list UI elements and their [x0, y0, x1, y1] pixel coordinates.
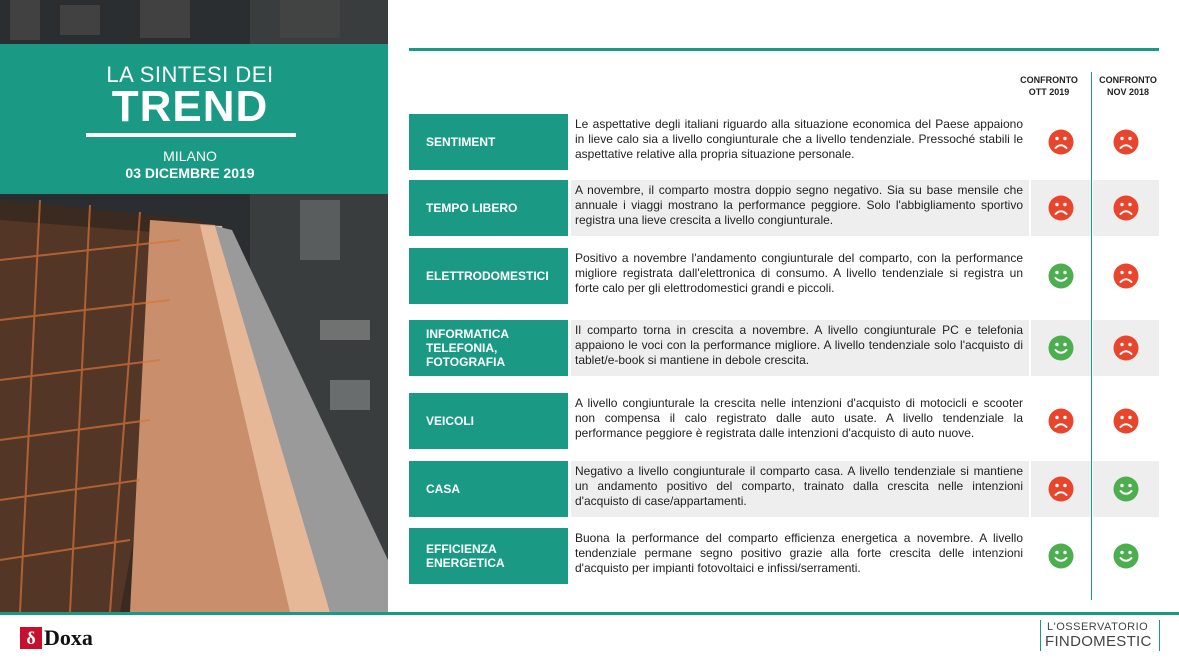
doxa-mark-icon: δ — [20, 627, 42, 649]
sad-face-icon — [1048, 408, 1074, 434]
status-ott-2019 — [1031, 461, 1091, 517]
title-panel — [0, 44, 388, 194]
sad-face-icon — [1113, 263, 1139, 289]
status-ott-2019 — [1031, 528, 1091, 584]
date-label: 03 DICEMBRE 2019 — [125, 165, 255, 181]
doxa-logo — [20, 626, 93, 650]
status-nov-2018 — [1093, 248, 1159, 304]
category-description: A livello congiunturale la crescita nelle intenzioni d'acquisto di motocicli e scooter non compensa il calo registrato dalle auto usate. A livello tendenziale la performance peggiore è registrata dalle intenzioni d'acquisto di auto nuove. — [575, 396, 1023, 440]
doxa-wordmark: Doxa — [44, 625, 93, 650]
trend-row — [409, 248, 1159, 304]
status-nov-2018 — [1093, 180, 1159, 236]
title-line-1: LA SINTESI DEI — [106, 62, 274, 87]
category-description: Le aspettative degli italiani riguardo alla situazione economica del Paese appaiono in lieve calo sia a livello congiunturale che a livello tendenziale. Pressoché stabili le aspettative relative alla propria situazione personale. — [575, 117, 1023, 161]
trend-row — [409, 461, 1159, 517]
sad-face-icon — [1113, 408, 1139, 434]
column-header-nov-2018: CONFRONTO NOV 2018 — [1099, 75, 1157, 97]
category-description: Buona la performance del comparto efficienza energetica a novembre. A livello tendenziale permane segno positivo grazie alla forte crescita delle intenzioni d'acquisto per impianti fotovoltaici e infissi/serramenti. — [575, 531, 1023, 575]
trend-row — [409, 528, 1159, 584]
sad-face-icon — [1113, 195, 1139, 221]
status-nov-2018 — [1093, 393, 1159, 449]
status-ott-2019 — [1031, 393, 1091, 449]
findomestic-logo — [1040, 620, 1160, 651]
category-label: SENTIMENT — [409, 114, 568, 170]
sad-face-icon — [1048, 195, 1074, 221]
trend-row — [409, 320, 1159, 376]
status-nov-2018 — [1093, 320, 1159, 376]
status-nov-2018 — [1093, 114, 1159, 170]
status-ott-2019 — [1031, 320, 1091, 376]
sad-face-icon — [1048, 476, 1074, 502]
sad-face-icon — [1048, 129, 1074, 155]
category-description: Positivo a novembre l'andamento congiunturale del comparto, con la performance migliore registrata dall'elettronica di consumo. A livello tendenziale si registra un forte calo per gli elettrodomestici grandi e piccoli. — [575, 251, 1023, 295]
status-nov-2018 — [1093, 528, 1159, 584]
status-nov-2018 — [1093, 461, 1159, 517]
city-label: MILANO — [163, 148, 217, 164]
category-label: VEICOLI — [409, 393, 568, 449]
trend-row — [409, 393, 1159, 449]
category-label: EFFICIENZA ENERGETICA — [409, 528, 568, 584]
category-description: Negativo a livello congiunturale il comparto casa. A livello tendenziale si mantiene un andamento positivo del comparto, trainato dalla crescita nelle intenzioni d'acquisto di case/appartamenti. — [571, 461, 1029, 517]
status-ott-2019 — [1031, 114, 1091, 170]
brand-line-1: L'OSSERVATORIO — [1047, 621, 1149, 633]
trend-row — [409, 114, 1159, 170]
top-divider — [409, 48, 1159, 51]
status-ott-2019 — [1031, 180, 1091, 236]
happy-face-icon — [1113, 476, 1139, 502]
sad-face-icon — [1113, 129, 1139, 155]
title-underline — [86, 133, 296, 137]
column-header-ott-2019: CONFRONTO OTT 2019 — [1020, 75, 1078, 97]
category-label: CASA — [409, 461, 568, 517]
category-label: INFORMATICA TELEFONIA, FOTOGRAFIA — [409, 320, 568, 376]
category-description: Il comparto torna in crescita a novembre. A livello congiunturale PC e telefonia appaiono le voci con la performance migliore. A livello tendenziale solo l'acquisto di tablet/e-book si mantiene in debole crescita. — [571, 320, 1029, 376]
category-label: TEMPO LIBERO — [409, 180, 568, 236]
brand-line-2: FINDOMESTIC — [1045, 633, 1152, 650]
sad-face-icon — [1113, 335, 1139, 361]
category-label: ELETTRODOMESTICI — [409, 248, 568, 304]
category-description: A novembre, il comparto mostra doppio segno negativo. Sia su base mensile che annuale i viaggi mostrano la performance peggiore. Solo l'abbigliamento sportivo registra una lieve crescita a livello congiunturale. — [571, 180, 1029, 236]
title-line-2: TREND — [111, 82, 269, 131]
status-ott-2019 — [1031, 248, 1091, 304]
happy-face-icon — [1113, 543, 1139, 569]
trend-row — [409, 180, 1159, 236]
bottom-divider — [0, 612, 1179, 615]
happy-face-icon — [1048, 263, 1074, 289]
happy-face-icon — [1048, 543, 1074, 569]
happy-face-icon — [1048, 335, 1074, 361]
